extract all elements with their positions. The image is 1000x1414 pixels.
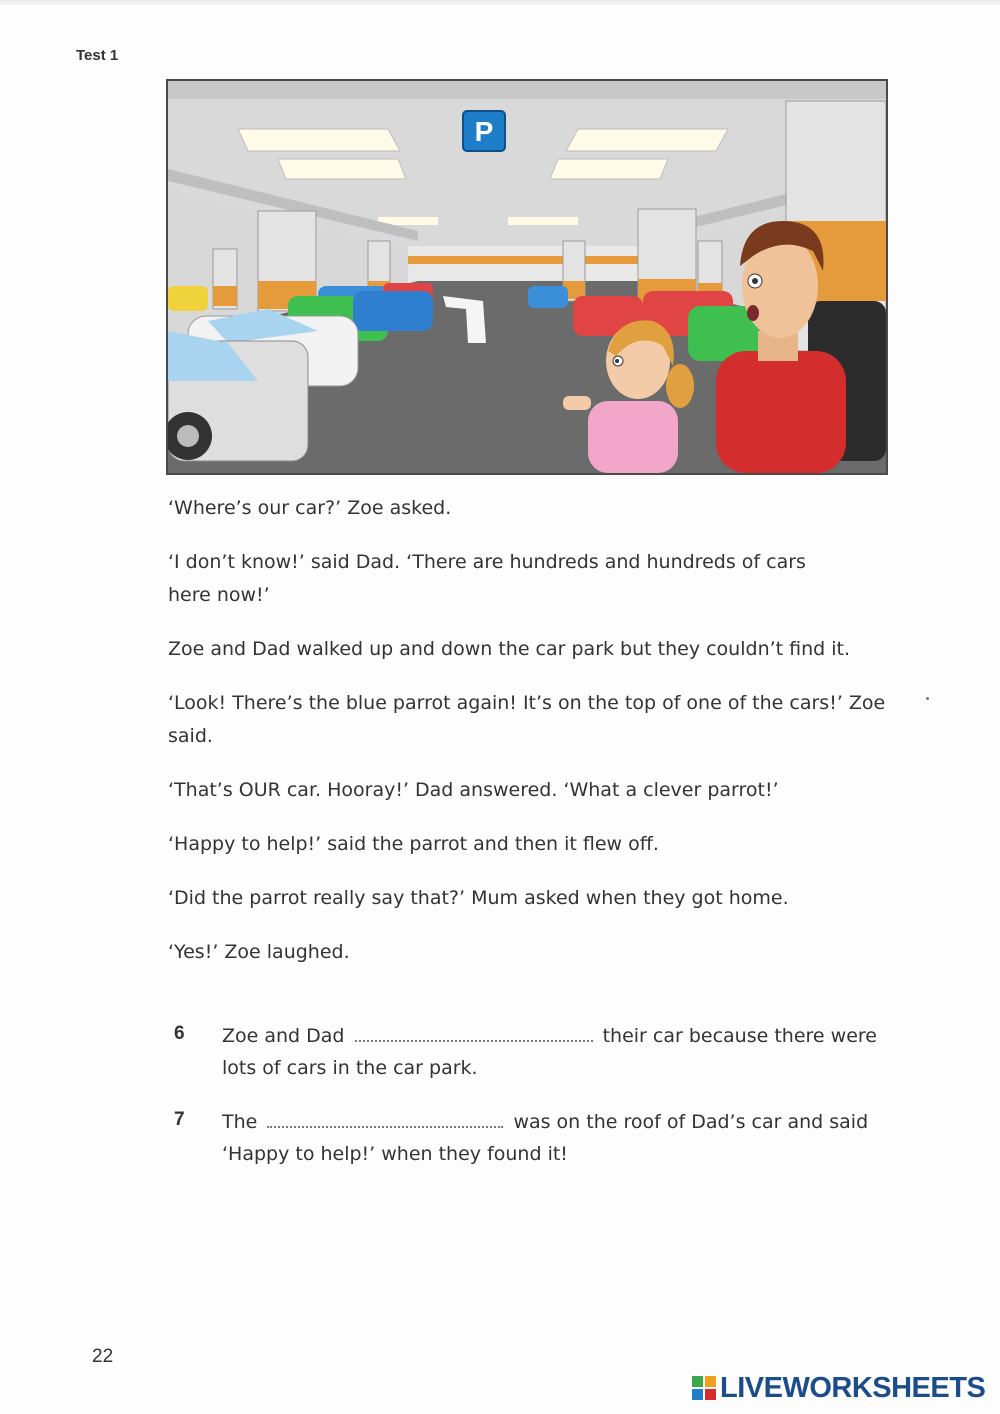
question-number: 7: [174, 1109, 185, 1130]
question-text-before: Zoe and Dad: [222, 1025, 345, 1047]
question-text-after: was on the roof of Dad’s car and said ‘Happy to help!’ when they found it!: [222, 1111, 869, 1165]
story-text: [168, 492, 908, 990]
liveworksheets-logo: [692, 1370, 985, 1406]
car-park-illustration: [166, 79, 888, 475]
story-paragraph: Zoe and Dad walked up and down the car park but they couldn’t find it.: [168, 638, 851, 660]
question-text-before: The: [222, 1111, 258, 1133]
story-paragraph: ‘That’s OUR car. Hooray!’ Dad answered. ‘What a clever parrot!’: [168, 779, 779, 801]
liveworksheets-icon: [692, 1376, 716, 1400]
answer-blank-6[interactable]: [355, 1018, 593, 1042]
questions-section: [174, 1018, 894, 1190]
stray-mark: [926, 697, 929, 700]
story-paragraph: ‘Look! There’s the blue parrot again! It’s on the top of one of the cars!’ Zoe said.: [168, 692, 886, 747]
question-text-after: their car because there were lots of cars in the car park.: [222, 1025, 877, 1079]
story-paragraph: ‘Happy to help!’ said the parrot and then it flew off.: [168, 833, 659, 855]
question-6: [174, 1018, 894, 1084]
test-label: Test 1: [76, 47, 119, 64]
question-number: 6: [174, 1023, 185, 1044]
story-paragraph: ‘Yes!’ Zoe laughed.: [168, 941, 350, 963]
car-park-scene: [168, 81, 886, 473]
parking-sign-icon: P: [474, 116, 494, 147]
brand-name: LIVEWORKSHEETS: [720, 1371, 986, 1404]
page-top-edge: [0, 0, 1000, 6]
story-paragraph: ‘Did the parrot really say that?’ Mum asked when they got home.: [168, 887, 789, 909]
page-number: 22: [92, 1346, 114, 1367]
story-paragraph: ‘I don’t know!’ said Dad. ‘There are hundreds and hundreds of cars here now!’: [168, 551, 806, 606]
question-7: [174, 1104, 894, 1170]
story-paragraph: ‘Where’s our car?’ Zoe asked.: [168, 497, 452, 519]
answer-blank-7[interactable]: [267, 1104, 503, 1128]
